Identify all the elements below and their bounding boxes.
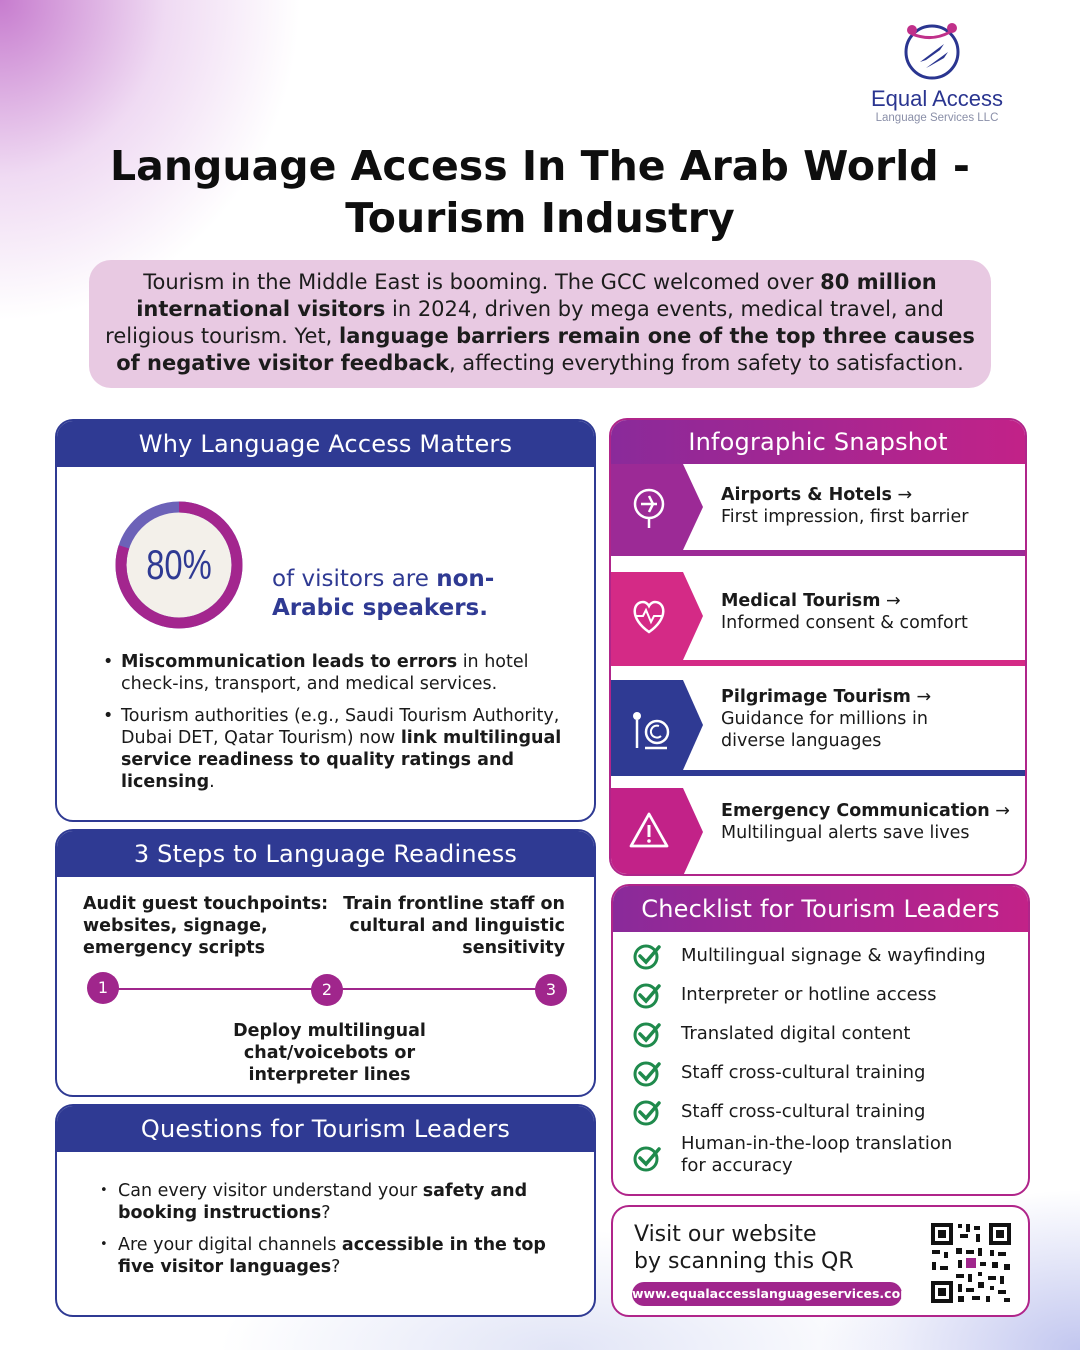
qr-card[interactable] <box>611 1205 1030 1317</box>
title-line-2: Tourism Industry <box>345 194 735 242</box>
snapshot-title: Airports & Hotels <box>721 485 892 505</box>
arrow-icon: → <box>995 801 1010 821</box>
intro-highlight: language barriers remain one of the top three causes of negative visitor feedback <box>116 324 975 375</box>
page-title <box>60 140 1020 244</box>
snapshot-desc: Informed consent & comfort <box>721 613 968 633</box>
questions-list <box>97 1180 577 1288</box>
question-bold: safety and booking instructions <box>118 1181 528 1223</box>
question-text: Are your digital channels <box>118 1235 342 1255</box>
bullet-text: Tourism authorities (e.g., Saudi Tourism Authority, Dubai DET, Qatar Tourism) now <box>121 706 560 748</box>
checklist-label: Human-in-the-loop translation for accuracy <box>681 1133 953 1176</box>
steps-heading: 3 Steps to Language Readiness <box>57 831 594 877</box>
arrow-icon: → <box>916 687 932 707</box>
checklist-label: Translated digital content <box>681 1023 911 1044</box>
question-text: ? <box>321 1203 331 1223</box>
percent-value: 80% <box>146 541 212 588</box>
why-matters-card <box>55 419 596 822</box>
list-item <box>97 651 587 695</box>
airplane-pin-icon <box>611 464 703 550</box>
step-1-text: Audit guest touchpoints: websites, signage, emergency scripts <box>83 894 329 958</box>
snapshot-divider <box>611 550 1027 556</box>
check-circle-icon <box>631 979 663 1011</box>
company-logo[interactable] <box>862 18 1012 130</box>
bullet-bold: Miscommunication leads to errors <box>121 652 458 672</box>
arrow-icon: → <box>886 591 901 611</box>
intro-highlight: 80 million international visitors <box>136 270 937 321</box>
snapshot-text <box>721 800 1021 844</box>
qr-line-1: Visit our website <box>634 1222 817 1247</box>
bullet-text: . <box>209 772 215 792</box>
snapshot-divider <box>611 660 1027 666</box>
snapshot-row-medical <box>611 572 1027 660</box>
intro-box <box>89 260 991 388</box>
questions-heading: Questions for Tourism Leaders <box>57 1106 594 1152</box>
qr-line-2: by scanning this QR <box>634 1249 854 1274</box>
steps-card <box>55 829 596 1097</box>
website-link[interactable]: www.equalaccesslanguageservices.com <box>632 1282 902 1306</box>
stat-highlight: non-Arabic speakers. <box>272 566 495 621</box>
list-item <box>97 705 587 793</box>
snapshot-text <box>721 686 1021 752</box>
check-circle-icon <box>631 1142 663 1174</box>
mosque-pin-icon <box>611 680 703 770</box>
snapshot-divider <box>611 770 1027 776</box>
step-2-text: Deploy multilingual chat/voicebots or interpreter lines <box>233 1021 426 1085</box>
question-bold: accessible in the top five visitor languages <box>118 1235 546 1277</box>
logo-subtitle: Language Services LLC <box>875 112 999 124</box>
logo-mark-icon <box>900 18 964 82</box>
title-line-1: Language Access In The Arab World - <box>110 142 970 190</box>
snapshot-title: Medical Tourism <box>721 591 881 611</box>
check-circle-icon <box>631 1018 663 1050</box>
snapshot-row-pilgrimage <box>611 680 1027 770</box>
check-circle-icon <box>631 940 663 972</box>
logo-name: Equal Access <box>870 86 1004 111</box>
snapshot-card <box>609 418 1027 876</box>
snapshot-desc: First impression, first barrier <box>721 507 969 527</box>
warning-icon <box>611 788 703 876</box>
snapshot-text <box>721 590 1021 634</box>
checklist-label: Multilingual signage & wayfinding <box>681 945 986 966</box>
snapshot-desc: Multilingual alerts save lives <box>721 823 970 843</box>
step-3-text: Train frontline staff on cultural and linguistic sensitivity <box>343 894 565 958</box>
checklist-card <box>611 884 1030 1196</box>
snapshot-heading: Infographic Snapshot <box>611 420 1025 464</box>
questions-card <box>55 1104 596 1317</box>
check-circle-icon <box>631 1057 663 1089</box>
heart-pulse-icon <box>611 572 703 660</box>
snapshot-text <box>721 484 1021 528</box>
intro-text: , affecting everything from safety to satisfaction. <box>448 351 964 375</box>
check-circle-icon <box>631 1096 663 1128</box>
question-text: ? <box>331 1257 341 1277</box>
snapshot-title: Emergency Communication <box>721 801 990 821</box>
snapshot-title: Pilgrimage Tourism <box>721 687 911 707</box>
snapshot-desc: Guidance for millions in diverse languages <box>721 709 928 751</box>
checklist-label: Interpreter or hotline access <box>681 984 937 1005</box>
arrow-icon: → <box>897 485 913 505</box>
snapshot-row-airports <box>611 464 1027 550</box>
snapshot-row-emergency <box>611 788 1027 876</box>
checklist-label: Staff cross-cultural training <box>681 1101 926 1122</box>
bullet-bold: link multilingual service readiness to quality ratings and licensing <box>121 728 562 792</box>
question-text: Can every visitor understand your <box>118 1181 423 1201</box>
intro-text: Tourism in the Middle East is booming. The GCC welcomed over <box>143 270 821 294</box>
list-item <box>97 1234 577 1278</box>
checklist-label: Staff cross-cultural training <box>681 1062 926 1083</box>
qr-code-icon[interactable] <box>928 1220 1014 1306</box>
list-item <box>97 1180 577 1224</box>
stat-prefix: of visitors are <box>272 566 437 592</box>
stat-text <box>272 565 572 623</box>
step-3-marker: 3 <box>535 974 567 1006</box>
checklist-heading: Checklist for Tourism Leaders <box>613 886 1028 932</box>
qr-prompt <box>634 1221 894 1275</box>
bullet-text: in hotel check-ins, transport, and medical services. <box>121 652 529 694</box>
step-1-marker: 1 <box>87 972 119 1004</box>
why-matters-heading: Why Language Access Matters <box>57 421 594 467</box>
step-2-marker: 2 <box>311 974 343 1006</box>
why-bullet-list <box>97 651 587 803</box>
intro-text: in 2024, driven by mega events, medical travel, and religious tourism. Yet, <box>105 297 944 348</box>
